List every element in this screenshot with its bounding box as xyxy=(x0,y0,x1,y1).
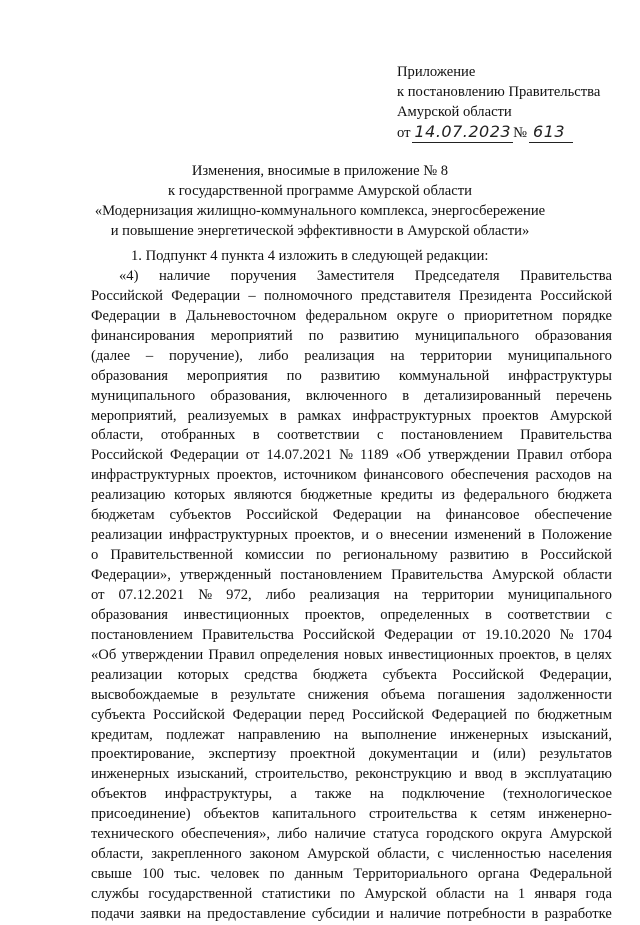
appendix-title: Приложение xyxy=(397,64,476,80)
body-line: «Об утверждении Правил определения новых инвестиционных проектов, в целях xyxy=(91,646,612,663)
body-line: высвобождаемые в результате снижения объема погашения задолженности xyxy=(91,686,612,703)
body-line: Федерации», утвержденный постановлением Правительства Амурской области xyxy=(91,567,612,583)
handwritten-number: 613 xyxy=(529,122,573,143)
body-line: образования мероприятия по развитию коммунальной инфраструктуры xyxy=(91,367,612,384)
body-line: мероприятий, реализуемых в рамках инфраструктурных проектов Амурской xyxy=(91,407,612,424)
body-line: бюджетам субъектов Российской Федерации на финансовое обеспечение xyxy=(91,507,612,524)
body-line: объектов инфраструктуры, а также на подключение (технологическое xyxy=(91,786,612,803)
body-line: технического обеспечения», либо наличие статуса городского округа Амурской xyxy=(91,826,612,843)
body-line: службы государственной статистики по Амурской области на 1 января года xyxy=(91,886,612,902)
body-line: субъекта Российской Федерации перед Российской Федерацией по бюджетным xyxy=(91,706,612,723)
body-line: постановлением Правительства Российской Федерации от 19.10.2020 № 1704 xyxy=(91,626,612,643)
body-line: Российской Федерации – полномочного представителя Президента Российской xyxy=(91,287,612,304)
title-line: и повышение энергетической эффективности в Амурской области» xyxy=(110,223,530,239)
appendix-date-prefix: от xyxy=(397,125,411,141)
body-line: инженерных изысканий, строительство, реконструкцию и ввод в эксплуатацию xyxy=(91,766,612,783)
body-line: кредитам, подлежат направлению на выполнение инженерных изысканий, xyxy=(91,726,612,743)
body-line: о Правительственной комиссии по региональному развитию в Российской xyxy=(91,547,612,564)
body-line: муниципального образования, включенного в детализированный перечень xyxy=(91,387,612,404)
body-line: реализацию которых являются бюджетные кредиты из федерального бюджета xyxy=(91,487,612,504)
body-line: проектирование, экспертизу проектной документации и (или) результатов xyxy=(91,746,612,763)
body-line: присоединение) объектов капитального строительства к сетям инженерно- xyxy=(91,806,612,823)
body-line: «4) наличие поручения Заместителя Председателя Правительства xyxy=(119,267,612,284)
body-line: от 07.12.2021 № 972, либо реализация на территории муниципального xyxy=(91,586,612,603)
body-line: (далее – поручение), либо реализация на территории муниципального xyxy=(91,347,612,364)
appendix-resolution-ref: к постановлению Правительства xyxy=(397,84,601,100)
body-line: подачи заявки на предоставление субсидии и наличие потребности в разработке xyxy=(91,905,612,922)
document-title xyxy=(90,161,550,241)
appendix-number-prefix: № xyxy=(513,125,528,141)
title-line: к государственной программе Амурской области xyxy=(168,183,472,199)
handwritten-date: 14.07.2023 xyxy=(414,122,512,141)
document-body xyxy=(91,247,612,925)
body-line: реализации инфраструктурных проектов, и о внесении изменений в Положение xyxy=(91,527,612,544)
appendix-region: Амурской области xyxy=(397,104,512,120)
title-line: Изменения, вносимые в приложение № 8 xyxy=(191,163,449,179)
title-line: «Модернизация жилищно-коммунального комплекса, энергосбережение xyxy=(94,203,546,219)
body-line: свыше 100 тыс. человек по данным Территориального органа Федеральной xyxy=(91,866,612,883)
body-line: Федерации в Дальневосточном федеральном округе о приоритетном порядке xyxy=(91,307,612,324)
body-line: образования инвестиционных проектов, определенных в соответствии с xyxy=(91,606,612,623)
appendix-header xyxy=(397,62,627,143)
body-line: области, отобранных в соответствии с постановлением Правительства xyxy=(91,427,612,444)
appendix-date-number-line xyxy=(397,122,627,143)
body-line: инфраструктурных проектов, источником финансового обеспечения расходов на xyxy=(91,467,612,484)
body-line: Российской Федерации от 14.07.2021 № 1189 «Об утверждении Правил отбора xyxy=(91,447,612,464)
body-line: финансирования мероприятий по развитию муниципального образования xyxy=(91,327,612,344)
body-line: 1. Подпункт 4 пункта 4 изложить в следующей редакции: xyxy=(131,248,489,264)
body-line: реализации которых средства бюджета субъекта Российской Федерации, xyxy=(91,666,612,683)
body-line: области, закрепленного законом Амурской области, с численностью населения xyxy=(91,846,612,863)
